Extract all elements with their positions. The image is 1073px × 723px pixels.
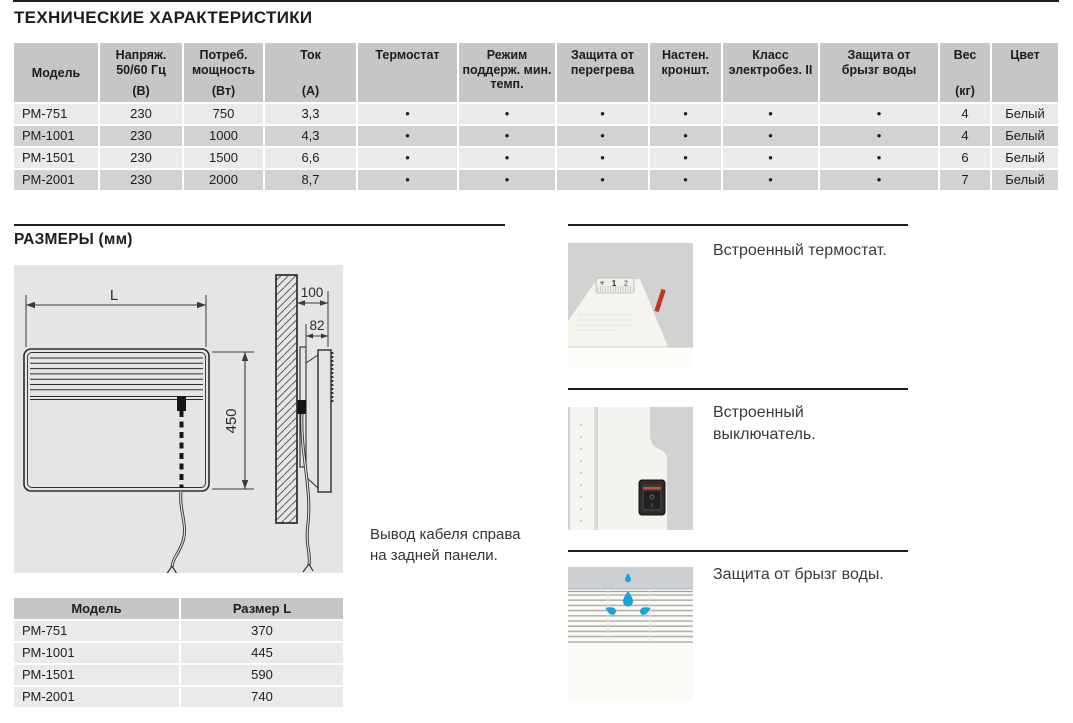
spec-cell: • [459,104,555,124]
dimension-length [26,287,206,347]
heater-back-strip [570,407,594,530]
specs-row [14,148,1058,168]
spec-cell: • [358,104,457,124]
power-cable-side [302,414,313,572]
spec-cell: 1500 [184,148,263,168]
spec-cell: 8,7 [265,170,356,190]
spec-cell: • [358,170,457,190]
model-cell: РМ-2001 [14,170,98,190]
feature-divider-3 [568,550,908,552]
spec-cell: 1000 [184,126,263,146]
dimension-depth-body [306,318,328,349]
specs-column-header: Цвет [992,43,1058,102]
top-rule [13,0,1059,2]
spec-cell: 3,3 [265,104,356,124]
dimensions-drawing [14,265,343,573]
spec-cell: Белый [992,104,1058,124]
power-switch-icon [639,480,665,515]
spec-cell: 4 [940,104,990,124]
thermostat-photo [568,243,693,372]
specs-header-row [14,43,1058,102]
spec-cell: • [820,148,938,168]
specs-column-header: Защита от перегрева [557,43,648,102]
thermostat-dial-icon [596,278,634,293]
specs-row [14,104,1058,124]
spec-cell: • [820,104,938,124]
svg-text:2: 2 [624,280,628,288]
specs-column-header: Ток (А) [265,43,356,102]
spec-cell: 230 [100,104,182,124]
model-cell: РМ-751 [14,104,98,124]
model-cell: РМ-1501 [14,148,98,168]
spec-cell: • [723,170,818,190]
cable-outlet-side [298,400,307,414]
model-cell: РМ-2001 [14,687,179,707]
dimensions-section-title: РАЗМЕРЫ (мм) [14,231,133,248]
spec-cell: • [723,104,818,124]
specs-column-header: Настен. кроншт. [650,43,721,102]
svg-text:1: 1 [611,279,617,288]
feature-caption-splash: Защита от брызг воды. [713,566,884,583]
spec-cell: • [358,126,457,146]
specs-row [14,126,1058,146]
front-view [24,349,209,491]
spec-cell: 6 [940,148,990,168]
specs-column-header: Защита от брызг воды [820,43,938,102]
spec-cell: • [650,104,721,124]
spec-cell: • [557,148,648,168]
size-column-header: Размер L [181,598,343,619]
feature-caption-thermostat: Встроенный термостат. [713,242,887,259]
dimension-height [212,352,254,489]
specs-column-header: Модель [14,43,98,102]
spec-cell: 230 [100,170,182,190]
svg-text:450: 450 [223,408,240,434]
spec-cell: 4 [940,126,990,146]
svg-text:100: 100 [300,285,324,300]
model-cell: РМ-1001 [14,643,179,663]
spec-cell: 2000 [184,170,263,190]
splash-photo [568,567,693,705]
section-divider [14,224,505,226]
spec-cell: • [459,170,555,190]
spec-cell: Белый [992,148,1058,168]
size-column-header: Модель [14,598,179,619]
spec-cell: • [820,170,938,190]
spec-cell: 6,6 [265,148,356,168]
feature-divider-2 [568,388,908,390]
spec-cell: Белый [992,170,1058,190]
spec-cell: Белый [992,126,1058,146]
specs-table [12,41,1060,192]
side-view-wall [276,275,297,523]
specs-column-header: Напряж. 50/60 Гц (В) [100,43,182,102]
dimensions-drawing-panel [14,265,343,573]
specs-column-header: Режим поддерж. мин. темп. [459,43,555,102]
spec-cell: • [459,148,555,168]
feature-divider-1 [568,224,908,226]
spec-cell: • [557,104,648,124]
size-table-header-row [14,598,343,619]
spec-cell: • [650,126,721,146]
model-cell: РМ-1001 [14,126,98,146]
spec-cell: 4,3 [265,126,356,146]
page-title: ТЕХНИЧЕСКИЕ ХАРАКТЕРИСТИКИ [14,8,313,27]
size-row [14,665,343,685]
switch-photo [568,407,693,535]
svg-text:L: L [109,287,119,304]
power-cable-front [166,491,185,573]
specs-column-header: Класс электробез. II [723,43,818,102]
size-cell: 445 [181,643,343,663]
spec-cell: • [557,170,648,190]
spec-cell: • [723,126,818,146]
spec-cell: • [459,126,555,146]
size-row [14,687,343,707]
spec-cell: • [650,170,721,190]
specs-row [14,170,1058,190]
size-row [14,643,343,663]
spec-cell: 230 [100,126,182,146]
feature-caption-switch: Встроенный выключатель. [713,404,816,443]
svg-text:✳: ✳ [599,281,605,287]
specs-column-header: Вес (кг) [940,43,990,102]
specs-column-header: Термостат [358,43,457,102]
model-cell: РМ-751 [14,621,179,641]
spec-cell: • [723,148,818,168]
spec-cell: 230 [100,148,182,168]
size-row [14,621,343,641]
spec-cell: • [358,148,457,168]
spec-cell: • [650,148,721,168]
spec-cell: • [557,126,648,146]
cable-outlet-front [177,396,186,411]
size-cell: 590 [181,665,343,685]
size-table [12,596,345,709]
spec-cell: 7 [940,170,990,190]
size-cell: 370 [181,621,343,641]
specs-column-header: Потреб. мощность (Вт) [184,43,263,102]
spec-cell: • [820,126,938,146]
size-cell: 740 [181,687,343,707]
svg-text:82: 82 [309,318,325,333]
spec-cell: 750 [184,104,263,124]
model-cell: РМ-1501 [14,665,179,685]
cable-note: Вывод кабеля справа на задней панели. [370,526,521,564]
